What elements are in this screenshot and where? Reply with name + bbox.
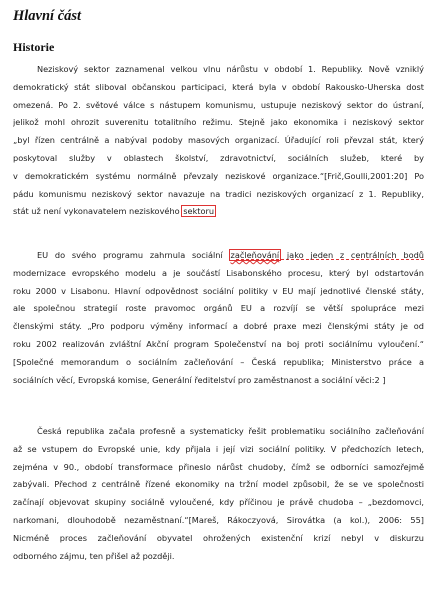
text-line xyxy=(13,203,424,221)
text-line: Nicméně proces začleňování obyvatel ohrožených existenční krizí nebyl v diskurzu xyxy=(13,532,424,543)
text-line: modernizace evropského modelu a je součástí Lisabonského procesu, který byl odstartován xyxy=(13,267,424,278)
text-line: jelikož mohl ohrozit suverenitu totalitního režimu. Stejně jako ekonomika i neziskový sektor xyxy=(13,117,424,128)
text-line: roku 2002 realizován zvláštní Akční program Společenství na boj proti sociálnímu vyloučení.“ xyxy=(13,338,424,349)
section-title: Historie xyxy=(13,40,55,54)
text-line: ale společnou strategií roste pravomoc orgánů EU a rozvíjí se větší spolupráce mezi xyxy=(13,303,424,314)
text-line: narkomani, dlouhodobě nezaměstnaní.“[Mareš, Rákoczyová, Sirovátka (a kol.), 2006: 55] xyxy=(13,514,424,525)
text-line xyxy=(13,247,424,265)
text-fragment: EU do svého programu zahrnula sociální xyxy=(37,250,230,260)
chapter-title: Hlavní část xyxy=(13,8,82,24)
text-line: začínají objevovat skupiny sociálně vyloučené, kdy příčinou je právě chudoba – „bezdomovci, xyxy=(13,497,424,508)
spell-error-mark[interactable]: sektoru xyxy=(183,206,215,217)
text-line: Neziskový sektor zaznamenal velkou vlnu nárůstu v období 1. Republiky. Nově vzniklý xyxy=(37,64,424,74)
text-line: členskými státy. „Pro podporu výměny informací a dobré praxe mezi členskými státy je od xyxy=(13,321,424,332)
paragraph-1 xyxy=(13,61,424,221)
text-line: zejména v 90., období transformace přineslo nárůst chudoby, čímž se odborníci samozřejmě xyxy=(13,461,424,472)
text-line: demokratický stát sliboval občanskou participaci, která byla v období Rakousko-Uherska dost xyxy=(13,81,424,92)
text-line: až se vstupem do Evropské unie, kdy přijala i její vizi sociální politiky. V předchozích letech, xyxy=(13,443,424,454)
text-line: v demokratickém systému normálně převzaly neziskové organizace.“[Frič,Goulli,2001:20] Po xyxy=(13,170,424,181)
spell-error-mark[interactable]: začleňování xyxy=(230,250,280,260)
text-fragment: jako jeden z centrálních bodů xyxy=(280,250,424,260)
text-line: omezená. Po 2. světové válce s nástupem komunismu, ustupuje neziskový sektor do ústraní, xyxy=(13,99,424,110)
text-line: poskytoval služby v oblastech školství, zdravotnictví, sociálních služeb, které by xyxy=(13,152,424,163)
text-line: Česká republika začala profesně a systematicky řešit problematiku sociálního začleňování xyxy=(37,426,424,436)
text-line: sociálních věcí, Evropská komise, Generální ředitelství pro zaměstnanost a sociální věci:2 ] xyxy=(13,374,386,385)
text-line: [Společné memorandum o sociálním začleňování – Česká republika; Ministerstvo práce a xyxy=(13,356,424,367)
text-line: roku 2000 v Lisabonu. Hlavní odpovědnost sociální politiky v EU mají jednotlivé členské státy, xyxy=(13,285,424,296)
text-line: „byl řízen centrálně a nabýval podoby masových organizací. Úřadující roli převzal stát, který xyxy=(13,135,424,146)
paragraph-3 xyxy=(13,423,424,565)
text-line: pádu komunismu neziskový sektor navazuje na tradici neziskových organizací z 1. Republiky, xyxy=(13,188,424,199)
paragraph-2 xyxy=(13,247,424,389)
text-fragment: stát už není vykonavatelem neziskového xyxy=(13,206,183,217)
text-line: zabývali. Přechod z centrálně řízené ekonomiky na tržní model způsobil, že se ve společnosti xyxy=(13,479,424,490)
text-line: odborného zájmu, ten přišel až později. xyxy=(13,550,175,561)
